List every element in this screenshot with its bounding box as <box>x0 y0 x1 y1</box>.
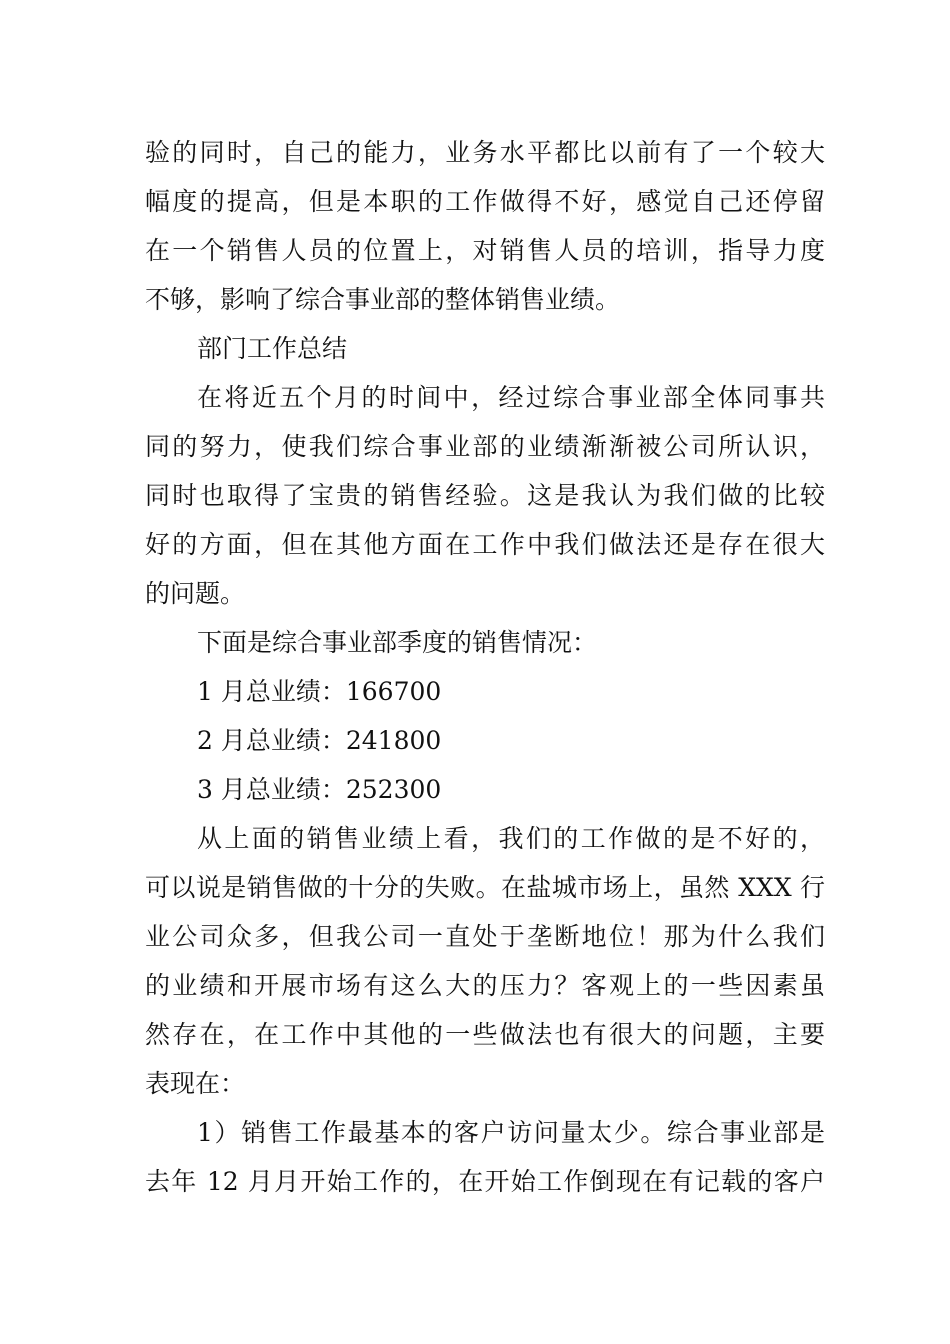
document-body <box>145 128 825 1206</box>
paragraph-line: 的业绩和开展市场有这么大的压力？客观上的一些因素虽 <box>145 971 825 1000</box>
paragraph-line: 1）销售工作最基本的客户访问量太少。综合事业部是 <box>197 1118 825 1147</box>
paragraph-line: 表现在： <box>145 1069 246 1098</box>
paragraph-line: 验的同时，自己的能力，业务水平都比以前有了一个较大 <box>145 138 825 167</box>
paragraph-line: 可以说是销售做的十分的失败。在盐城市场上，虽然 XXX 行 <box>145 873 825 902</box>
paragraph-line: 业公司众多，但我公司一直处于垄断地位！那为什么我们 <box>145 922 825 951</box>
paragraph-line: 去年 12 月月开始工作的，在开始工作倒现在有记载的客户 <box>145 1167 825 1196</box>
paragraph-line: 从上面的销售业绩上看，我们的工作做的是不好的， <box>197 824 825 853</box>
paragraph-line: 幅度的提高，但是本职的工作做得不好，感觉自己还停留 <box>145 187 825 216</box>
paragraph-line: 同的努力，使我们综合事业部的业绩渐渐被公司所认识， <box>145 432 825 461</box>
paragraph-line: 好的方面，但在其他方面在工作中我们做法还是存在很大 <box>145 530 825 559</box>
paragraph-line: 在将近五个月的时间中，经过综合事业部全体同事共 <box>197 383 825 412</box>
sales-line-feb: 2 月总业绩：241800 <box>197 726 442 755</box>
paragraph-line: 然存在，在工作中其他的一些做法也有很大的问题，主要 <box>145 1020 825 1049</box>
section-heading: 部门工作总结 <box>197 334 348 363</box>
sales-intro: 下面是综合事业部季度的销售情况： <box>197 628 598 657</box>
paragraph-line: 同时也取得了宝贵的销售经验。这是我认为我们做的比较 <box>145 481 825 510</box>
sales-line-jan: 1 月总业绩：166700 <box>197 677 442 706</box>
sales-line-mar: 3 月总业绩：252300 <box>197 775 442 804</box>
paragraph-line: 的问题。 <box>145 579 246 608</box>
paragraph-line: 不够，影响了综合事业部的整体销售业绩。 <box>145 285 621 314</box>
paragraph-line: 在一个销售人员的位置上，对销售人员的培训，指导力度 <box>145 236 825 265</box>
